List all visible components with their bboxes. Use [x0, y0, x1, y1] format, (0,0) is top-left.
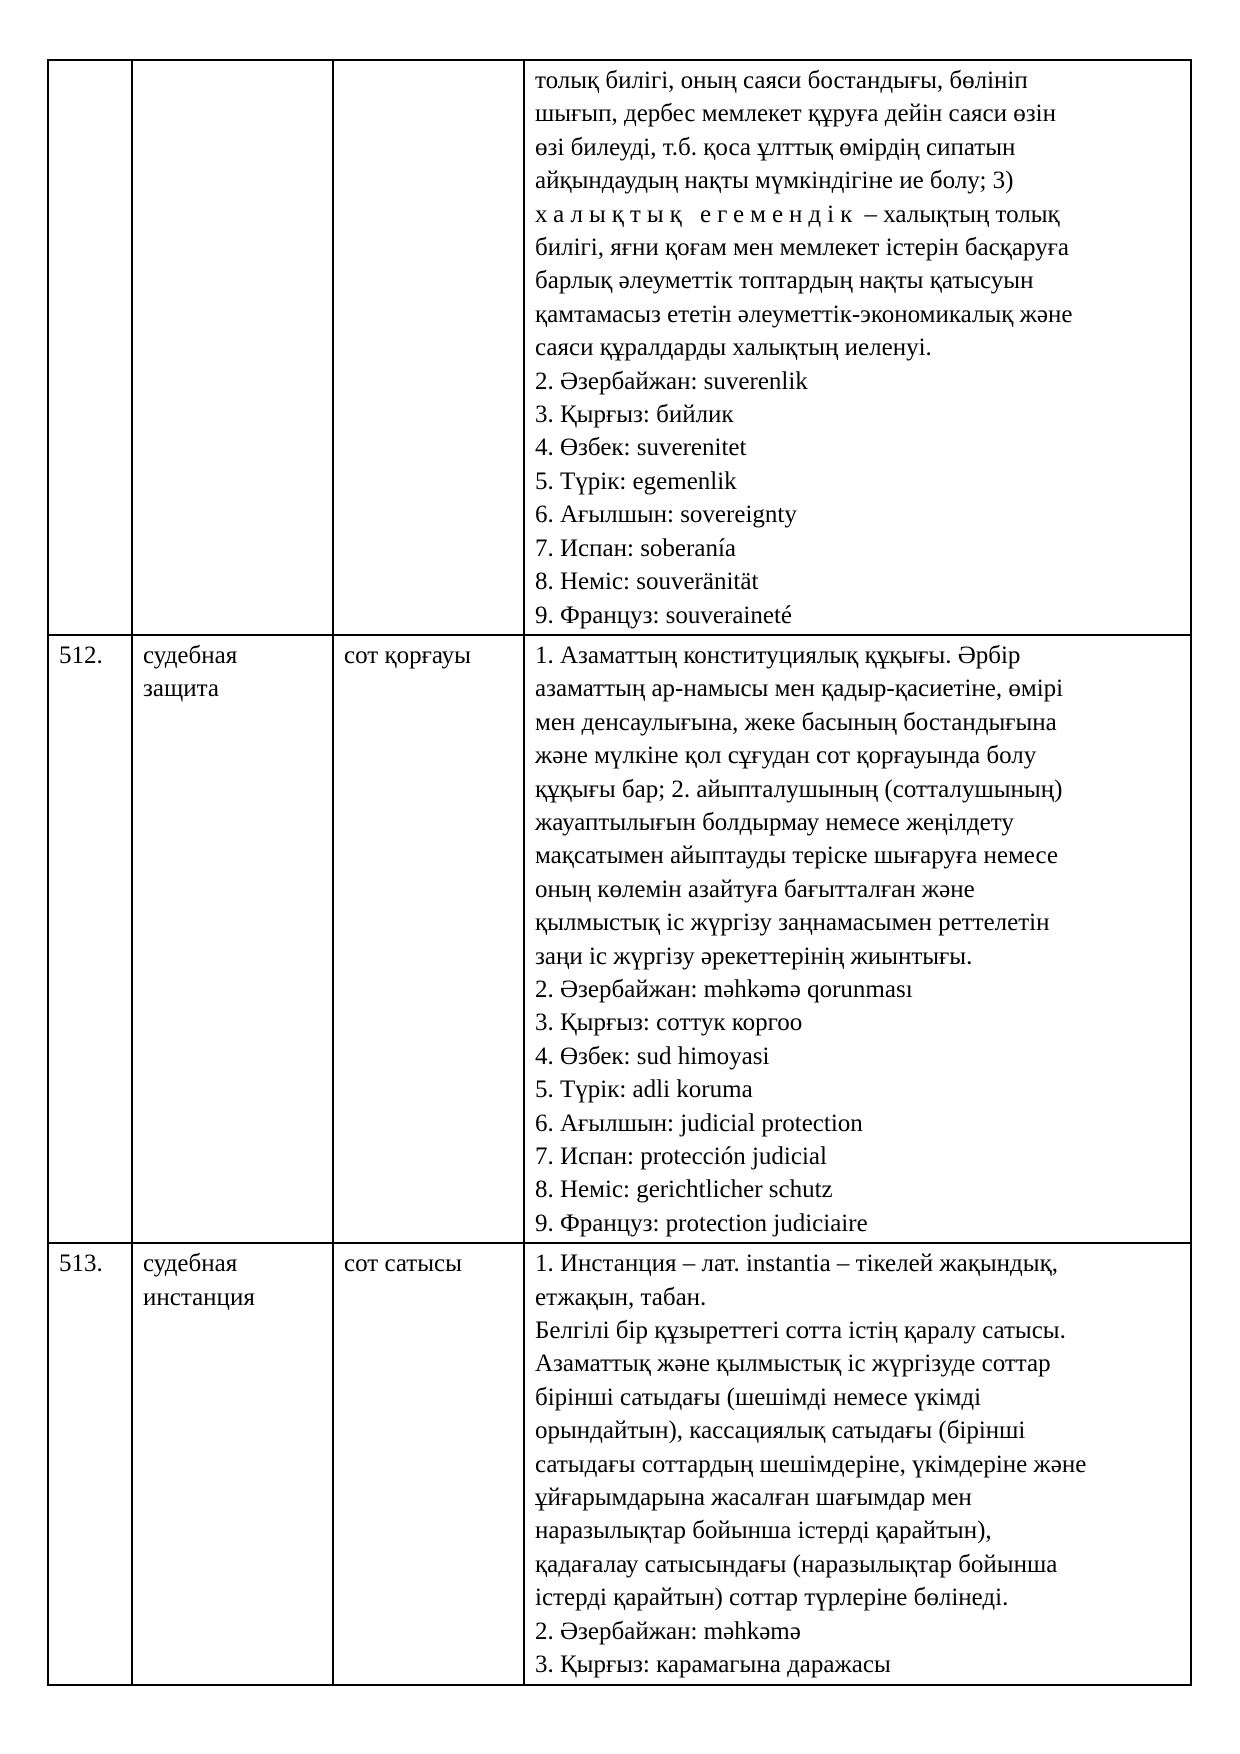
definition-line: мен денсаулығына, жеке басының бостандығына — [535, 708, 1057, 736]
definition-line: шығып, дербес мемлекет құруға дейін саяси өзін — [535, 100, 1056, 128]
definition-line: етжақын, табан. — [535, 1283, 707, 1311]
definition-line: 1. Инстанция – лат. instantia – тікелей жақындық, — [535, 1250, 1058, 1278]
translation-line: 3. Қырғыз: бийлик — [535, 401, 734, 429]
russian-term-line: защита — [143, 675, 219, 703]
translation-line: 6. Ағылшын: sovereignty — [535, 501, 797, 529]
kazakh-term-cell — [333, 635, 524, 1243]
definition-line: қадағалау сатысындағы (наразылықтар бойынша — [535, 1550, 1058, 1578]
russian-term-line: судебная — [143, 641, 238, 669]
definition-cell — [524, 60, 1191, 635]
definition-fragment: – халықтың толық — [858, 200, 1060, 228]
translation-line: 5. Түрік: adli koruma — [535, 1076, 753, 1104]
definition-cell — [524, 1243, 1191, 1684]
definition-line: жауаптылығын болдырмау немесе жеңілдету — [535, 808, 1014, 836]
translation-line: 4. Өзбек: suverenitet — [535, 434, 747, 462]
definition-line: орындайтын), кассациялық сатыдағы (бірінші — [535, 1417, 1026, 1445]
entry-number: 513. — [59, 1250, 103, 1278]
translation-line: 9. Француз: protection judiciaire — [535, 1209, 868, 1237]
definition-line: және мүлкіне қол сұғудан сот қорғауында болу — [535, 742, 1037, 770]
definition-line: заңи іс жүргізу әрекеттерінің жиынтығы. — [535, 942, 973, 970]
russian-term-line: инстанция — [143, 1283, 255, 1311]
russian-term-cell — [132, 60, 333, 635]
definition-line: бірінші сатыдағы (шешімді немесе үкімді — [535, 1383, 982, 1411]
russian-term-cell — [132, 1243, 333, 1684]
translation-line: 3. Қырғыз: карамагына даражасы — [535, 1651, 891, 1679]
definition-line: мақсатымен айыптауды теріске шығаруға немесе — [535, 842, 1059, 870]
table-row — [48, 1243, 1191, 1684]
translation-line: 2. Әзербайжан: məhkəmə — [535, 1617, 801, 1645]
definition-line: саяси құралдарды халықтың иеленуі. — [535, 334, 932, 362]
definition-line: билігі, яғни қоғам мен мемлекет істерін басқаруға — [535, 234, 1070, 262]
spaced-term: халықтық егемендік — [535, 200, 859, 228]
definition-line: 1. Азаматтың конституциялық құқығы. Әрбір — [535, 641, 1021, 669]
definition-line: ұйғарымдарына жасалған шағымдар мен — [535, 1484, 972, 1512]
definition-line: құқығы бар; 2. айыпталушының (сотталушының) — [535, 775, 1063, 803]
translation-line: 4. Өзбек: sud himoyasi — [535, 1042, 770, 1070]
definition-line: наразылықтар бойынша істерді қарайтын), — [535, 1517, 992, 1545]
definition-line: толық билігі, оның саяси бостандығы, бөлініп — [535, 67, 1028, 94]
definition-line: қылмыстық іс жүргізу заңнамасымен реттелетін — [535, 909, 1050, 937]
translation-line: 9. Француз: souveraineté — [535, 601, 793, 629]
kazakh-term: сот қорғауы — [344, 641, 471, 669]
definition-line: айқындаудың нақты мүмкіндігіне ие болу; 3) — [535, 167, 1014, 195]
kazakh-term: сот сатысы — [344, 1250, 462, 1278]
russian-term-line: судебная — [143, 1250, 238, 1278]
glossary-table — [47, 59, 1192, 1686]
definition-line: өзі билеуді, т.б. қоса ұлттық өмірдің сипатын — [535, 133, 1016, 161]
definition-line: сатыдағы соттардың шешімдеріне, үкімдеріне және — [535, 1450, 1087, 1478]
translation-line: 8. Неміс: souveränität — [535, 568, 759, 596]
translation-line: 3. Қырғыз: соттук коргоо — [535, 1009, 803, 1037]
translation-line: 5. Түрік: egemenlik — [535, 467, 737, 495]
translation-line: 2. Әзербайжан: məhkəmə qorunması — [535, 975, 913, 1003]
definition-line — [535, 198, 1180, 231]
translation-line: 2. Әзербайжан: suverenlik — [535, 367, 808, 395]
definition-line: оның көлемін азайтуға бағытталған және — [535, 875, 975, 903]
translation-line: 7. Испан: soberanía — [535, 534, 736, 562]
number-cell — [48, 1243, 132, 1684]
definition-line: Белгілі бір құзыреттегі сотта істің қаралу сатысы. — [535, 1317, 1066, 1345]
translation-line: 8. Неміс: gerichtlicher schutz — [535, 1176, 833, 1204]
kazakh-term-cell — [333, 60, 524, 635]
entry-number: 512. — [59, 641, 103, 669]
definition-line: Азаматтық және қылмыстық іс жүргізуде соттар — [535, 1350, 1051, 1378]
definition-cell — [524, 635, 1191, 1243]
definition-line: қамтамасыз ететін әлеуметтік-экономикалық және — [535, 300, 1073, 328]
russian-term-cell — [132, 635, 333, 1243]
number-cell — [48, 635, 132, 1243]
number-cell — [48, 60, 132, 635]
definition-line: барлық әлеуметтік топтардың нақты қатысуын — [535, 267, 1034, 295]
table-row — [48, 635, 1191, 1243]
definition-line: азаматтың ар-намысы мен қадыр-қасиетіне, өмірі — [535, 675, 1064, 703]
translation-line: 7. Испан: protección judicial — [535, 1143, 827, 1170]
definition-line: істерді қарайтын) соттар түрлеріне бөлінеді. — [535, 1584, 1009, 1612]
table-row — [48, 60, 1191, 635]
kazakh-term-cell — [333, 1243, 524, 1684]
translation-line: 6. Ағылшын: judicial protection — [535, 1109, 863, 1137]
